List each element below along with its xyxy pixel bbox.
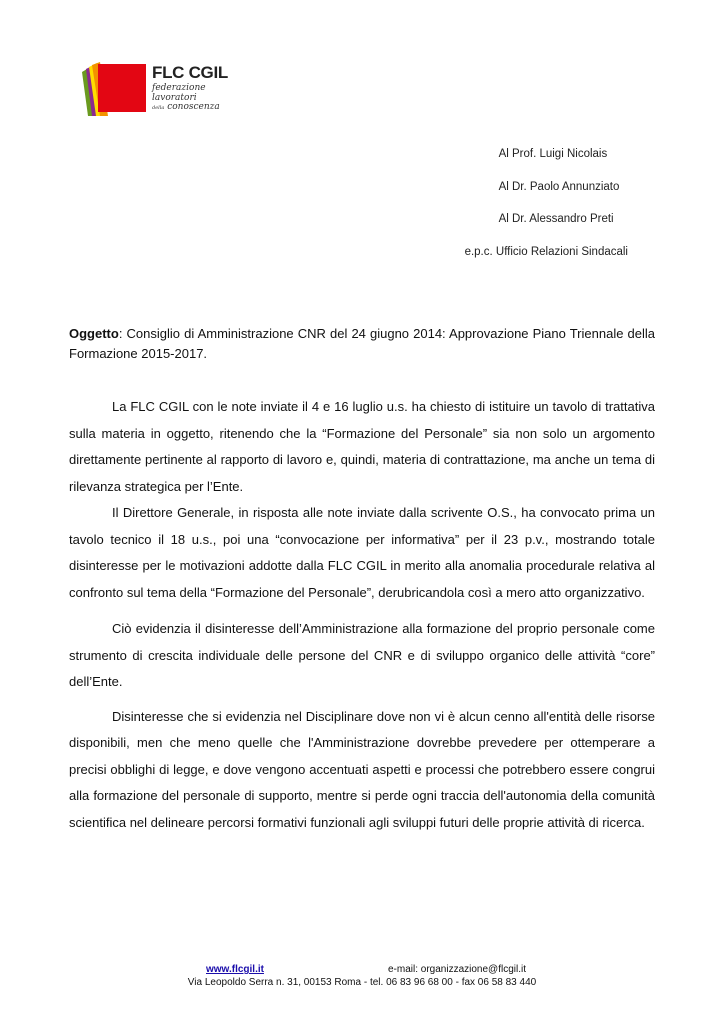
recipient: Al Prof. Luigi Nicolais <box>498 148 608 160</box>
footer-address: Via Leopoldo Serra n. 31, 00153 Roma - tel. 06 83 96 68 00 - fax 06 58 83 440 <box>187 977 537 988</box>
paragraph: Il Direttore Generale, in risposta alle note inviate dalla scrivente O.S., ha convocato prima un tavolo tecnico il 18 u.s., poi una “convocazione per informativa” per il 23 p.v., mostrando totale disinteresse per le motivazioni addotte dalla FLC CGIL in merito alla anomalia procedurale relativa al confronto sul tema della “Formazione del Personale”, derubricandola così a mero atto organizzativo. <box>69 505 655 600</box>
footer <box>0 963 724 989</box>
paragraph: Ciò evidenzia il disinteresse dell’Amministrazione alla formazione del proprio personale come strumento di crescita individuale delle persone del CNR e di sviluppo organico delle attività “core” dell’Ente. <box>69 621 655 689</box>
subject-label: Oggetto <box>69 326 119 341</box>
flc-cgil-logo <box>78 60 238 116</box>
recipients-block <box>464 146 628 276</box>
recipient: Al Dr. Paolo Annunziato <box>498 180 620 193</box>
footer-email: e-mail: organizzazione@flcgil.it <box>388 964 526 975</box>
recipient: Al Dr. Alessandro Preti <box>498 213 614 225</box>
paragraph: La FLC CGIL con le note inviate il 4 e 16 luglio u.s. ha chiesto di istituire un tavolo di trattativa sulla materia in oggetto, ritenendo che la “Formazione del Personale” sia non solo un argomento direttamente pertinente al rapporto di lavoro e, quindi, materia di contrattazione, ma anche un tema di rilevanza strategica per l’Ente. <box>69 399 655 494</box>
logo-mark-icon <box>78 60 148 116</box>
website-link[interactable]: www.flcgil.it <box>206 964 264 975</box>
logo-subtitle: federazione lavoratori della conoscenza <box>152 83 220 112</box>
paragraph: Disinteresse che si evidenzia nel Disciplinare dove non vi è alcun cenno all'entità delle risorse disponibili, men che meno quelle che l'Amministrazione dovrebbe prevedere per ottemperare a precisi obblighi di legge, e dove vengono accentuati aspetti e processi che potrebbero essere congrui alla formazione del personale di supporto, mentre si perde ogni traccia dell'autonomia della comunità scientifica nel delineare percorsi formativi funzionali agli sviluppi futuri delle proprie attività di ricerca. <box>69 708 655 830</box>
logo-title: FLC CGIL <box>152 63 228 82</box>
recipient-cc: e.p.c. Ufficio Relazioni Sindacali <box>464 245 628 258</box>
subject-text: : Consiglio di Amministrazione CNR del 24 giugno 2014: Approvazione Piano Triennale della Formazione 2015-2017. <box>69 326 655 361</box>
subject-line <box>69 324 655 364</box>
letter-body <box>69 394 655 836</box>
